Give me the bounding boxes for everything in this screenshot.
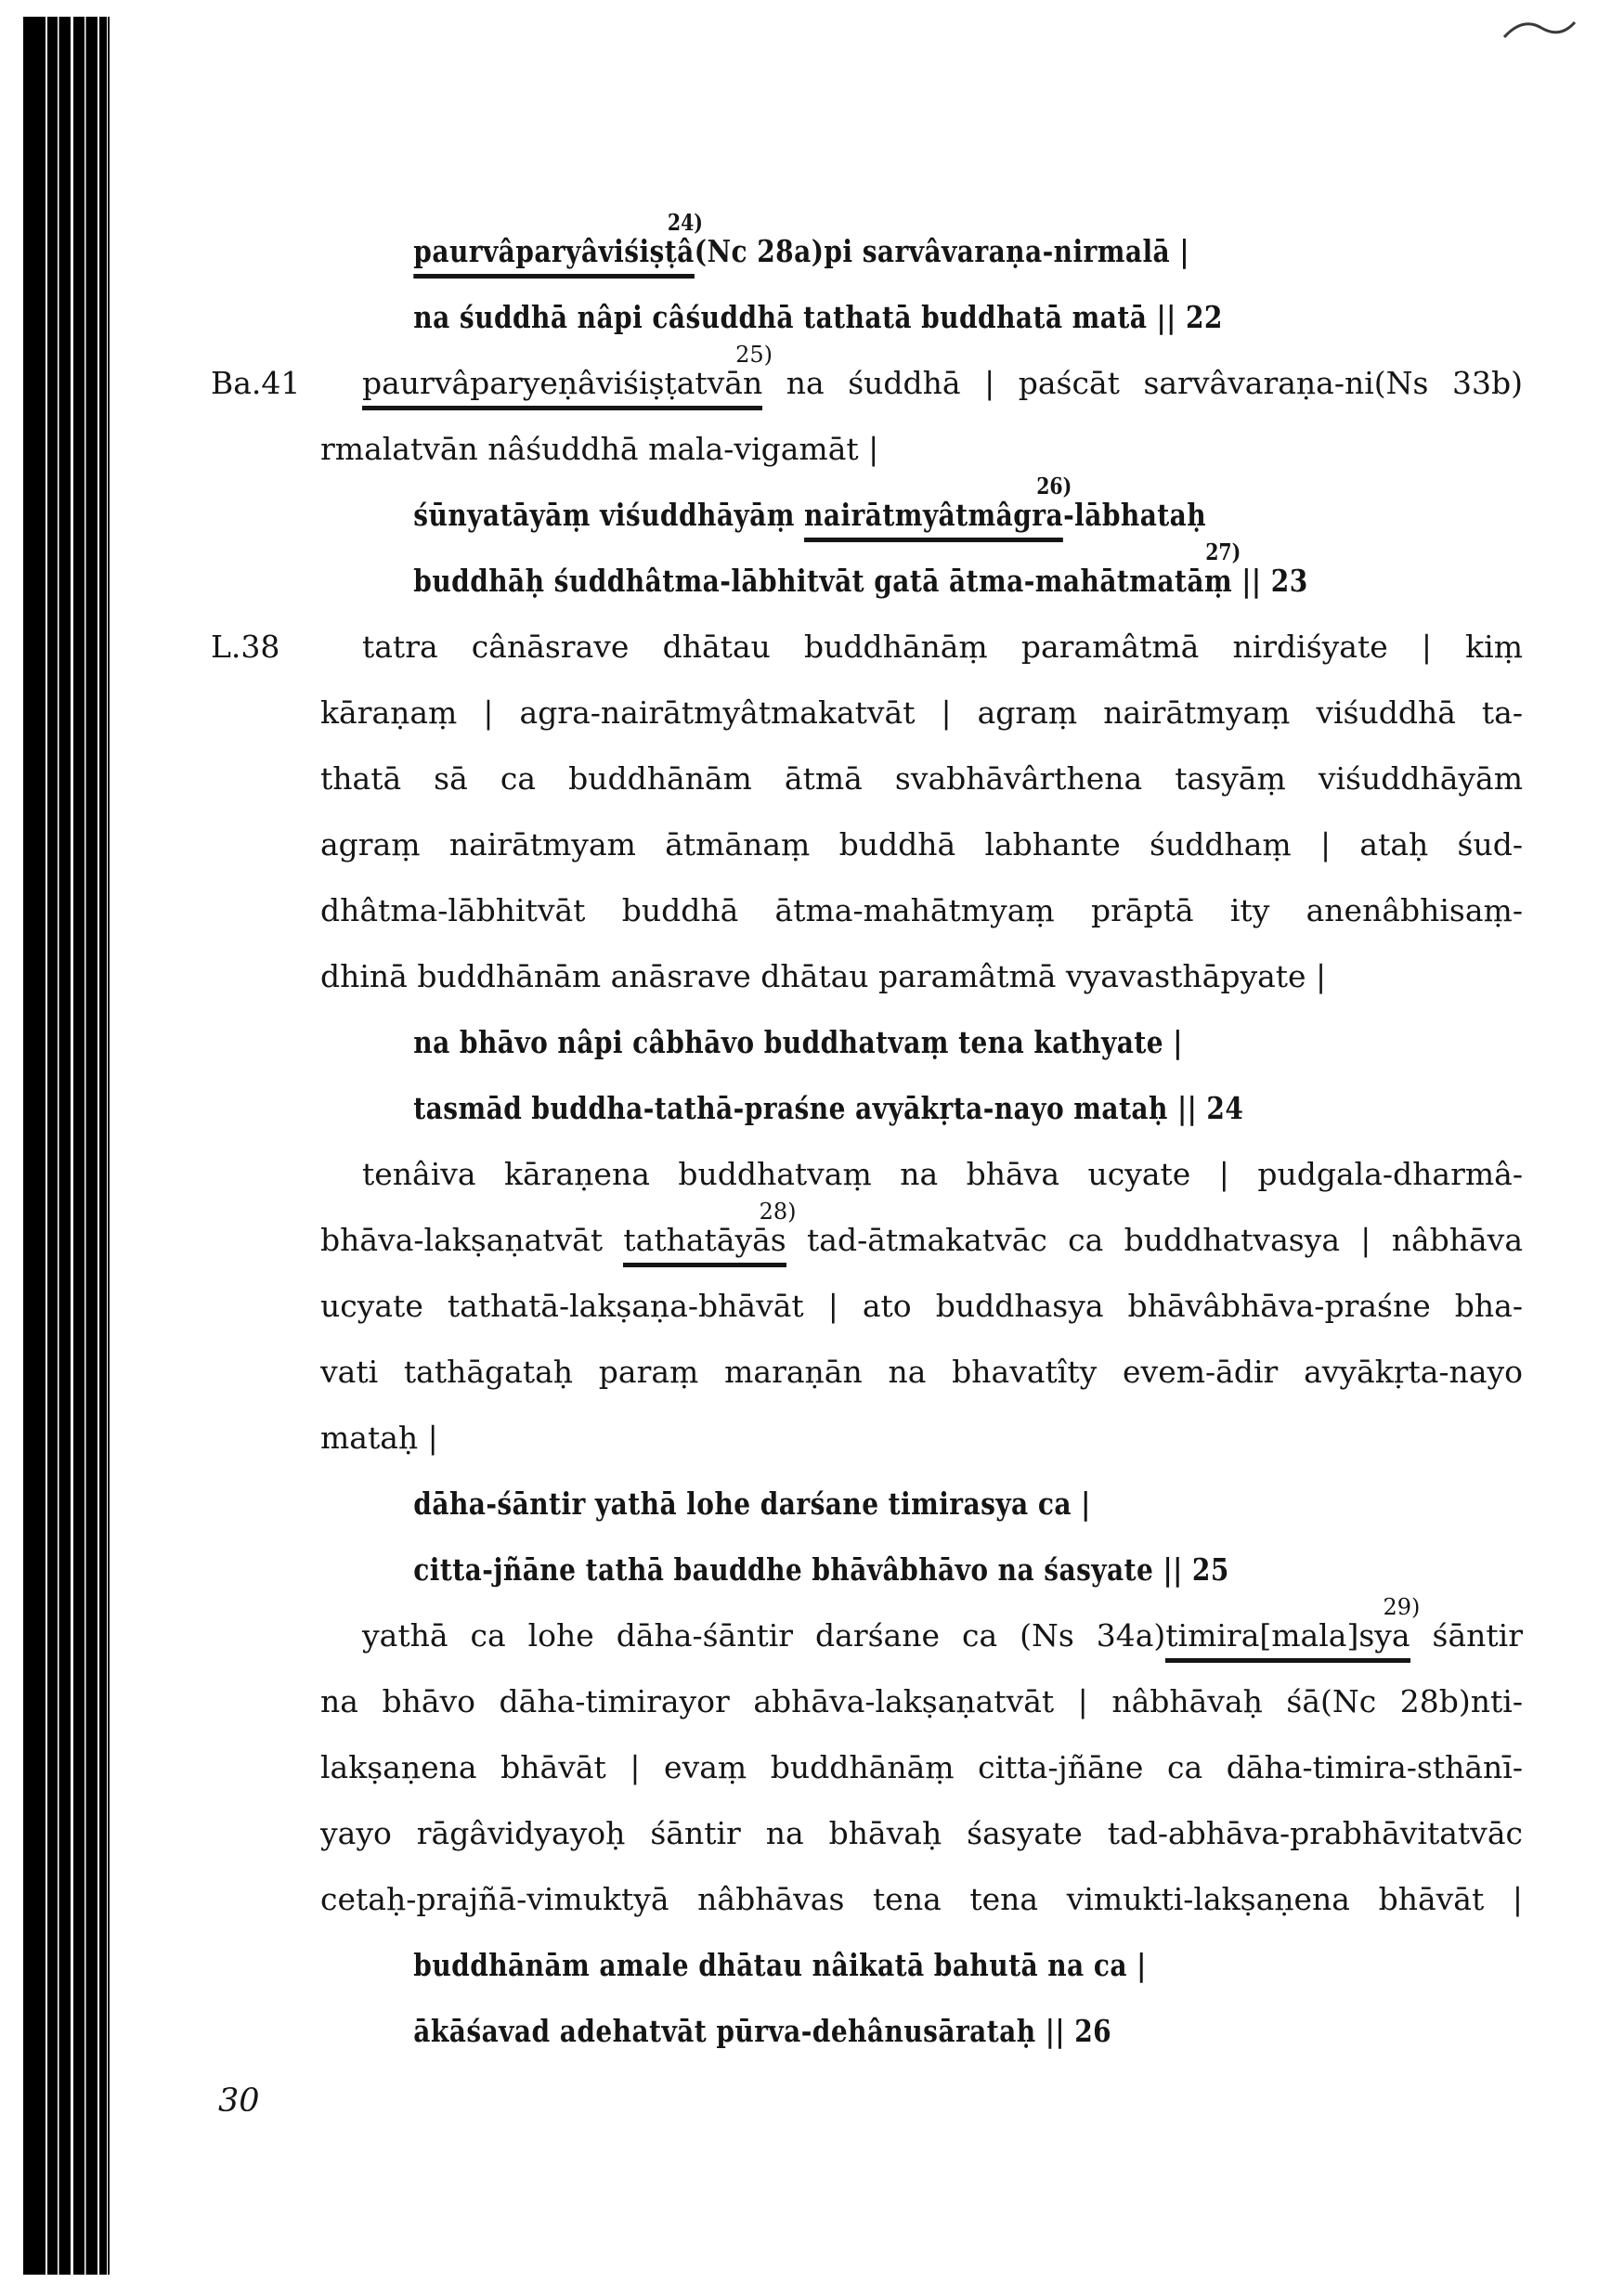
prose-line [320, 811, 1523, 877]
prose-line [320, 1594, 1523, 1668]
text-segment: rmalatvān nâśuddhā mala-vigamāt | [320, 431, 879, 467]
text-segment: dāha-śāntir yathā lohe darśane timirasya ca | [413, 1485, 1091, 1522]
text-segment: ākāśavad adehatvāt pūrva-dehânusārataḥ || 26 [413, 2013, 1112, 2049]
text-segment: mataḥ | [320, 1420, 438, 1456]
text-segment: lakṣaṇena bhāvāt | evaṃ buddhānāṃ citta-jñāne ca dāha-timira-sthānī- [320, 1749, 1523, 1785]
text-segment: agraṃ nairātmyam ātmānaṃ buddhā labhante śuddhaṃ | ataḥ śud- [320, 826, 1523, 863]
text-segment: buddhāḥ śuddhâtma-lābhitvāt gatā ātma-mahātmatāṃ 27) [413, 538, 1241, 599]
text-segment: yathā ca lohe dāha-śāntir darśane ca (Ns 34a) [362, 1617, 1166, 1654]
prose-line [320, 680, 1523, 746]
underlined-text: tathatāyās 28) [623, 1222, 786, 1267]
text-segment: vati tathāgataḥ paraṃ maraṇān na bhavatîty evem-ādir avyākṛta-nayo [320, 1354, 1523, 1390]
text-segment: dhâtma-lābhitvāt buddhā ātma-mahātmyaṃ prāptā ity anenâbhisaṃ- [320, 892, 1523, 928]
underlined-text: nairātmyâtmâgra 26) [804, 497, 1063, 542]
footnote-marker: 24) [667, 209, 703, 237]
prose-line [320, 943, 1523, 1009]
text-segment: tasmād buddha-tathā-praśne avyākṛta-nayo mataḥ || 24 [413, 1090, 1244, 1126]
verse-line [320, 1932, 1343, 1998]
footnote-marker: 26) [1036, 473, 1072, 500]
text-segment: thatā sā ca buddhānām ātmā svabhāvârthena tasyāṃ viśuddhāyām [320, 760, 1523, 797]
text-segment: -lābhataḥ [1063, 497, 1207, 533]
underlined-text: paurvâparyeṇâviśiṣṭatvān 25) [362, 365, 762, 410]
text-segment: yayo rāgâvidyayoḥ śāntir na bhāvaḥ śasyate tad-abhāva-prabhāvitatvāc [320, 1815, 1523, 1851]
verse-line [320, 1537, 1343, 1602]
prose-line [320, 1405, 1523, 1471]
text-block [211, 209, 1523, 2064]
text-segment: citta-jñāne tathā bauddhe bhāvâbhāvo na śasyate || 25 [413, 1551, 1229, 1588]
text-segment: śāntir [1410, 1617, 1523, 1654]
prose-line [320, 1273, 1523, 1339]
binding-strip [23, 17, 110, 2275]
text-segment: dhinā buddhānām anāsrave dhātau paramâtmā vyavasthāpyate | [320, 958, 1327, 994]
text-segment: tad-ātmakatvāc ca buddhatvasya | nâbhāva [786, 1222, 1523, 1258]
verse-line [320, 538, 1343, 614]
prose-line [320, 1199, 1523, 1273]
verse-line [320, 284, 1343, 350]
prose-line [211, 342, 1523, 416]
text-segment: tatra cânāsrave dhātau buddhānāṃ paramâtmā nirdiśyate | kiṃ [362, 629, 1523, 665]
text-segment: buddhānām amale dhātau nâikatā bahutā na ca | [413, 1947, 1147, 1983]
underlined-text: timira[mala]sya 29) [1165, 1617, 1410, 1663]
verse-line [320, 473, 1343, 548]
text-segment: cetaḥ-prajñā-vimuktyā nâbhāvas tena tena vimukti-lakṣaṇena bhāvāt | [320, 1881, 1523, 1917]
text-segment: śūnyatāyāṃ viśuddhāyāṃ [413, 497, 805, 533]
text-segment: kāraṇaṃ | agra-nairātmyâtmakatvāt | agraṃ nairātmyaṃ viśuddhā ta- [320, 694, 1523, 731]
prose-line [320, 1339, 1523, 1405]
prose-line [320, 1800, 1523, 1866]
footnote-marker: 28) [759, 1199, 797, 1226]
footnote-marker: 29) [1383, 1594, 1421, 1621]
footnote-marker: 27) [1205, 538, 1241, 566]
text-segment: bhāva-lakṣaṇatvāt [320, 1222, 624, 1258]
text-segment: na bhāvo nâpi câbhāvo buddhatvaṃ tena kathyate | [413, 1024, 1183, 1060]
text-segment: na bhāvo dāha-timirayor abhāva-lakṣaṇatvāt | nâbhāvaḥ śā(Nc 28b)nti- [320, 1683, 1523, 1719]
prose-line [320, 877, 1523, 943]
prose-line [320, 746, 1523, 811]
prose-line [320, 1668, 1523, 1734]
prose-line [320, 1866, 1523, 1932]
text-segment: na śuddhā nâpi câśuddhā tathatā buddhatā matā || 22 [413, 299, 1223, 335]
text-segment: tenâiva kāraṇena buddhatvaṃ na bhāva ucyate | pudgala-dharmâ- [362, 1156, 1523, 1192]
margin-ref-label: Ba.41 [211, 365, 301, 401]
underlined-text: paurvâparyâviśiṣṭâ 24) [413, 233, 694, 279]
text-segment: na śuddhā | paścāt sarvâvaraṇa-ni(Ns 33b) [762, 365, 1523, 401]
page-number: 30 [218, 2082, 260, 2120]
verse-line [320, 1075, 1343, 1141]
verse-line [320, 1009, 1343, 1075]
margin-ref-label: L.38 [211, 629, 280, 665]
verse-line [320, 1998, 1343, 2064]
verse-line [320, 209, 1343, 284]
text-segment: || 23 [1232, 563, 1308, 599]
prose-line [320, 1734, 1523, 1800]
prose-line [320, 1141, 1523, 1207]
prose-line [320, 416, 1523, 482]
prose-line [211, 614, 1523, 680]
footnote-marker: 25) [735, 342, 773, 369]
text-segment: (Nc 28a)pi sarvâvaraṇa-nirmalā | [694, 233, 1189, 269]
text-segment: ucyate tathatā-lakṣaṇa-bhāvāt | ato buddhasya bhāvâbhāva-praśne bha- [320, 1288, 1523, 1324]
verse-line [320, 1471, 1343, 1537]
pen-mark-icon [1502, 15, 1577, 46]
